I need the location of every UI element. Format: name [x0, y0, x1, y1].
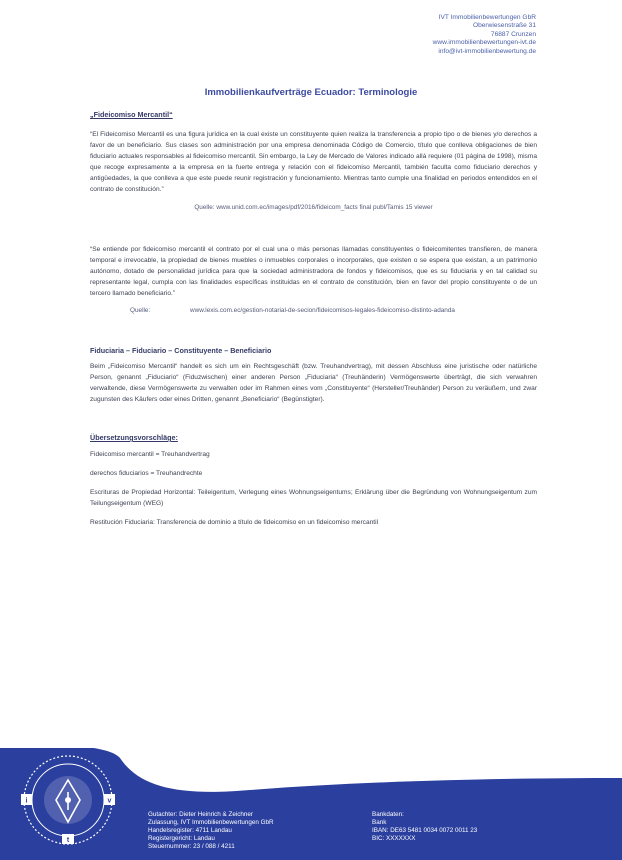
logo-letter: t	[66, 837, 70, 844]
sender-email-link[interactable]: info@ivt-immobilienbewertung.de	[438, 47, 536, 55]
footer-line: Zulassung, IVT Immobilienbewertungen GbR	[148, 819, 274, 826]
translation-item: Restitución Fiduciaria: Transferencia de dominio a título de fideicomiso en un fideicomiso mercantil	[90, 519, 379, 526]
translation-item: Fideicomiso mercantil = Treuhandvertrag	[90, 451, 210, 458]
translation-item: Escrituras de Propiedad Horizontal: Teileigentum, Verlegung eines Wohnungseigentums; Erklärung über die Begründung von Wohnungseigentum zum Teilungseigentum (WEG)	[90, 489, 537, 507]
logo-letter: v	[107, 797, 112, 805]
section-heading-translations: Übersetzungsvorschläge:	[90, 433, 178, 442]
sender-website-link[interactable]: www.immobilienbewertungen-ivt.de	[432, 39, 536, 47]
document-body	[90, 109, 537, 528]
roles-paragraph: Beim „Fideicomiso Mercantil“ handelt es sich um ein Rechtsgeschäft (bzw. Treuhandvertrag), mit dessen Abschluss eine juristische oder natürliche Person, genannt „Fiduciario“ (Fiduzwischen) einer anderen Person „Fiduciaria“ (Treuhänderin) Vermögenswerte überträgt, die sich verwahren verwaltende, diese Vermögenswerte zu verwalten oder im Rahmen eines vom „Constituyente“ (Hersteller/Treuhänder) Person zu veräußern, und zwar zugunsten des Käufers oder eines Dritten, genannt „Beneficiario“ (Begünstigter).	[90, 363, 537, 403]
footer-company-info	[148, 811, 274, 851]
footer-line: Registergericht: Landau	[148, 835, 215, 842]
footer-line: BIC: XXXXXXX	[372, 835, 416, 842]
source-citation-2	[90, 305, 537, 316]
sender-line: IVT Immobilienbewertungen GbR	[438, 14, 536, 21]
definition-paragraph-2: “Se entiende por fideicomiso mercantil el contrato por el cual una o más personas llamadas constituyentes o fideicomitentes transfieren, de manera temporal e irrevocable, la propiedad de bienes muebles o inmuebles corporales o incorporales, que existen o se espera que existan, a un patrimonio autónomo, dotado de personalidad jurídica para que la sociedad administradora de fondos y fideicomisos, que es su fiduciaria y en tal calidad su representante legal, cumpla con las finalidades específicas instituidas en el contrato de constitución, bien en favor del propio constituyente o de un tercero llamado beneficiario.”	[90, 246, 537, 297]
footer-line: Bankdaten:	[372, 811, 404, 818]
translation-item: derechos fiduciarios = Treuhandrechte	[90, 470, 203, 477]
footer-bank-info	[372, 811, 477, 843]
footer-band	[0, 748, 622, 860]
section-heading-fideicomiso: „Fideicomiso Mercantil“	[90, 110, 173, 119]
footer-line: Steuernummer: 23 / 088 / 4211	[148, 843, 235, 850]
section-heading-roles: Fiduciaria – Fiduciario – Constituyente – Beneficiario	[90, 346, 272, 355]
logo-letter: i	[25, 797, 28, 805]
source-citation-1: Quelle: www.unid.com.ec/images/pdf/2016/fideicom_facts final publ/Tamis 15 viewer	[194, 204, 433, 211]
document-title: Immobilienkaufverträge Ecuador: Terminologie	[204, 87, 418, 98]
definition-paragraph-1: “El Fideicomiso Mercantil es una figura jurídica en la cual existe un constituyente quien realiza la transferencia a propio tipo o de bienes y/o derechos a favor de un beneficiario. Sus clases son administración por una empresa denominada Código de Comercio, título que conlleva obligaciones de bien fiduciario actuales responsables al fideicomiso mercantil. Sin embargo, la Ley de Mercado de Valores indicado allá requiere (01 página de 1998), misma que recoge expresamente a la empresa en la fuerte entrega y relación con el fideicomiso Mercantil, también faculta como fiduciario derechos y antigüedades, la que conlleva a que este puede reunir registración y funcionamiento. Mientras tanto cumple una finalidad en periodos entendidos en el contrato de constitución.”	[90, 131, 537, 193]
source-label: Quelle:	[130, 307, 151, 314]
sender-address	[306, 14, 536, 56]
footer-line: Gutachter: Dieter Heinrich & Zeichner	[148, 811, 253, 818]
footer-line: Bank	[372, 819, 387, 826]
footer-line: Handelsregister: 4711 Landau	[148, 827, 232, 834]
sender-line: Oberwiesenstraße 31	[472, 22, 536, 30]
source-link[interactable]: www.lexis.com.ec/gestion-notarial-de-secion/fideicomisos-legales-fideicomiso-distinto-adanda	[190, 307, 455, 314]
footer-line: IBAN: DE63 5481 0034 0072 0011 23	[372, 827, 478, 834]
sender-line: 76887 Crunzen	[490, 30, 536, 38]
